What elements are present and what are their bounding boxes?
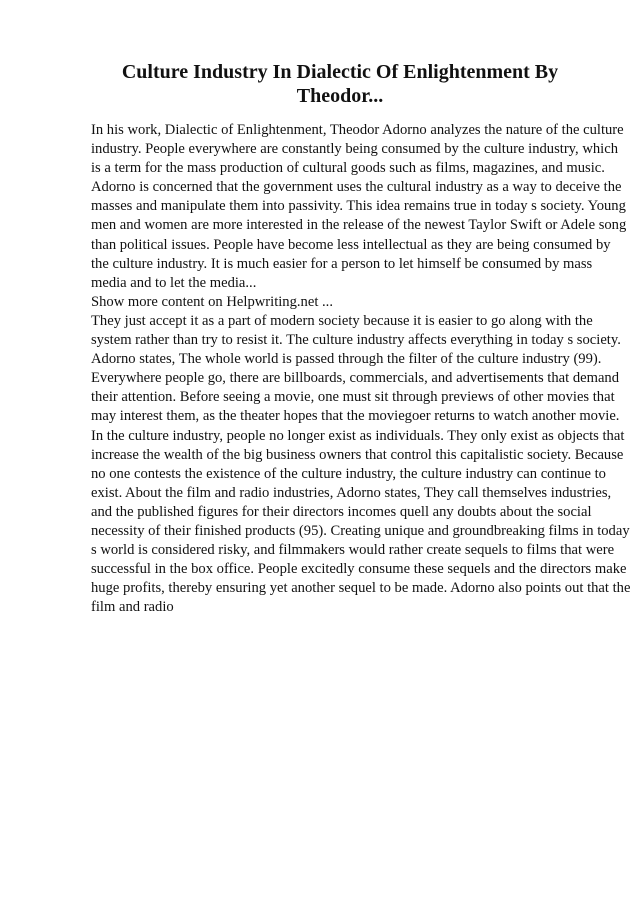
paragraph-intro: In his work, Dialectic of Enlightenment, Theodor Adorno analyzes the nature of the culture industry. People everywhere are constantly being consumed by the culture industry, which is a term for the mass production of cultural goods such as films, magazines, and music. Adorno is concerned that the government uses the cultural industry as a way to deceive the masses and manipulate them into passivity. This idea remains true in today s society. Young men and women are more interested in the release of the newest Taylor Swift or Adele song than political issues. People have become less intellectual as they are being consumed by the culture industry. It is much easier for a person to let himself be consumed by mass media and to let the media... bbox=[91, 122, 627, 291]
show-more-link[interactable]: Show more content on Helpwriting.net ... bbox=[91, 293, 333, 310]
paragraph-continued: They just accept it as a part of modern society because it is easier to go along with the system rather than try to resist it. The culture industry affects everything in today s society. Adorno states, The whole world is passed through the filter of the culture industry (99). Everywhere people go, there are billboards, commercials, and advertisements that demand their attention. Before seeing a movie, one must sit through previews of other movies that may interest them, as the theater hopes that the moviegoer returns to watch another movie. In the culture industry, people no longer exist as individuals. They only exist as objects that increase the wealth of the big business owners that control this capitalistic society. Because no one contests the existence of the culture industry, the culture industry can continue to exist. About the film and radio industries, Adorno states, They call themselves industries, and the published figures for their directors incomes quell any doubts about the social necessity of their finished products (95). Creating unique and groundbreaking films in today s world is considered risky, and filmmakers would rather create sequels to films that were successful in the box office. People excitedly consume these sequels and the directors make huge profits, thereby ensuring yet another sequel to be made. Adorno also points out that the film and radio bbox=[91, 312, 631, 616]
document-title: Culture Industry In Dialectic Of Enlightenment By Theodor... bbox=[121, 61, 559, 107]
document-body bbox=[91, 121, 631, 617]
